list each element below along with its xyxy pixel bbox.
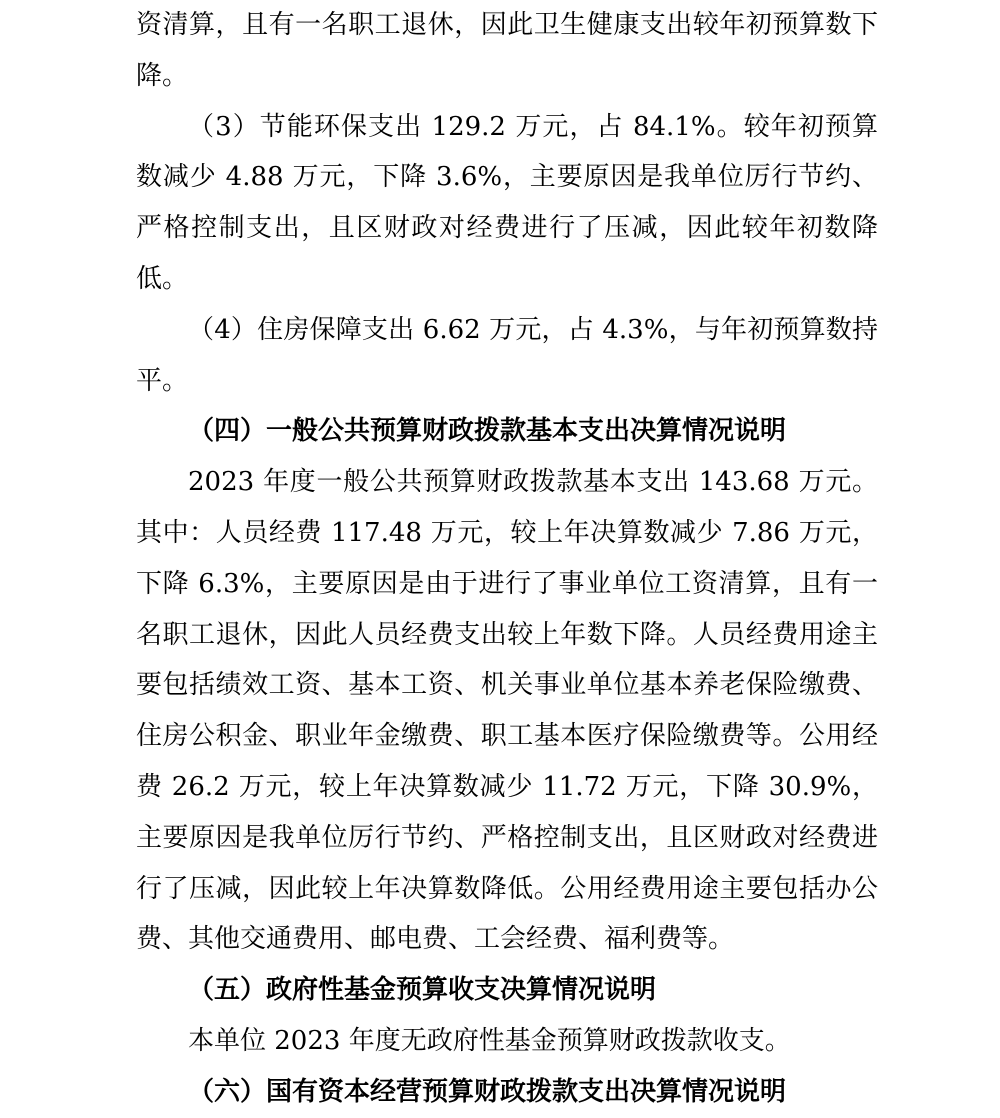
paragraph-housing: （4）住房保障支出 6.62 万元，占 4.3%，与年初预算数持平。 bbox=[136, 314, 878, 396]
paragraph-energy-environment: （3）节能环保支出 129.2 万元，占 84.1%。较年初预算数减少 4.88 万元，下降 3.6%，主要原因是我单位厉行节约、严格控制支出，且区财政对经费进行了压减，因此较年初数降低。 bbox=[136, 111, 878, 294]
document-page bbox=[136, 0, 878, 1118]
paragraph-basic-expenditure: 2023 年度一般公共预算财政拨款基本支出 143.68 万元。其中：人员经费 117.48 万元，较上年决算数减少 7.86 万元，下降 6.3%，主要原因是由于进行了事业单位工资清算，且有一名职工退休，因此人员经费支出较上年数下降。人员经费用途主要包括绩效工资、基本工资、机关事业单位基本养老保险缴费、住房公积金、职业年金缴费、职工基本医疗保险缴费等。公用经费 26.2 万元，较上年决算数减少 11.72 万元，下降 30.9%，主要原因是我单位厉行节约、严格控制支出，且区财政对经费进行了压减，因此较上年决算数降低。公用经费用途主要包括办公费、其他交通费用、邮电费、工会经费、福利费等。 bbox=[136, 467, 878, 955]
section-heading-government-fund: （五）政府性基金预算收支决算情况说明 bbox=[188, 975, 657, 1006]
section-heading-state-capital: （六）国有资本经营预算财政拨款支出决算情况说明 bbox=[188, 1076, 787, 1107]
paragraph-health-continuation: 资清算，且有一名职工退休，因此卫生健康支出较年初预算数下降。 bbox=[136, 10, 878, 91]
section-heading-basic-expenditure: （四）一般公共预算财政拨款基本支出决算情况说明 bbox=[188, 416, 787, 447]
paragraph-government-fund: 本单位 2023 年度无政府性基金预算财政拨款收支。 bbox=[188, 1025, 791, 1056]
